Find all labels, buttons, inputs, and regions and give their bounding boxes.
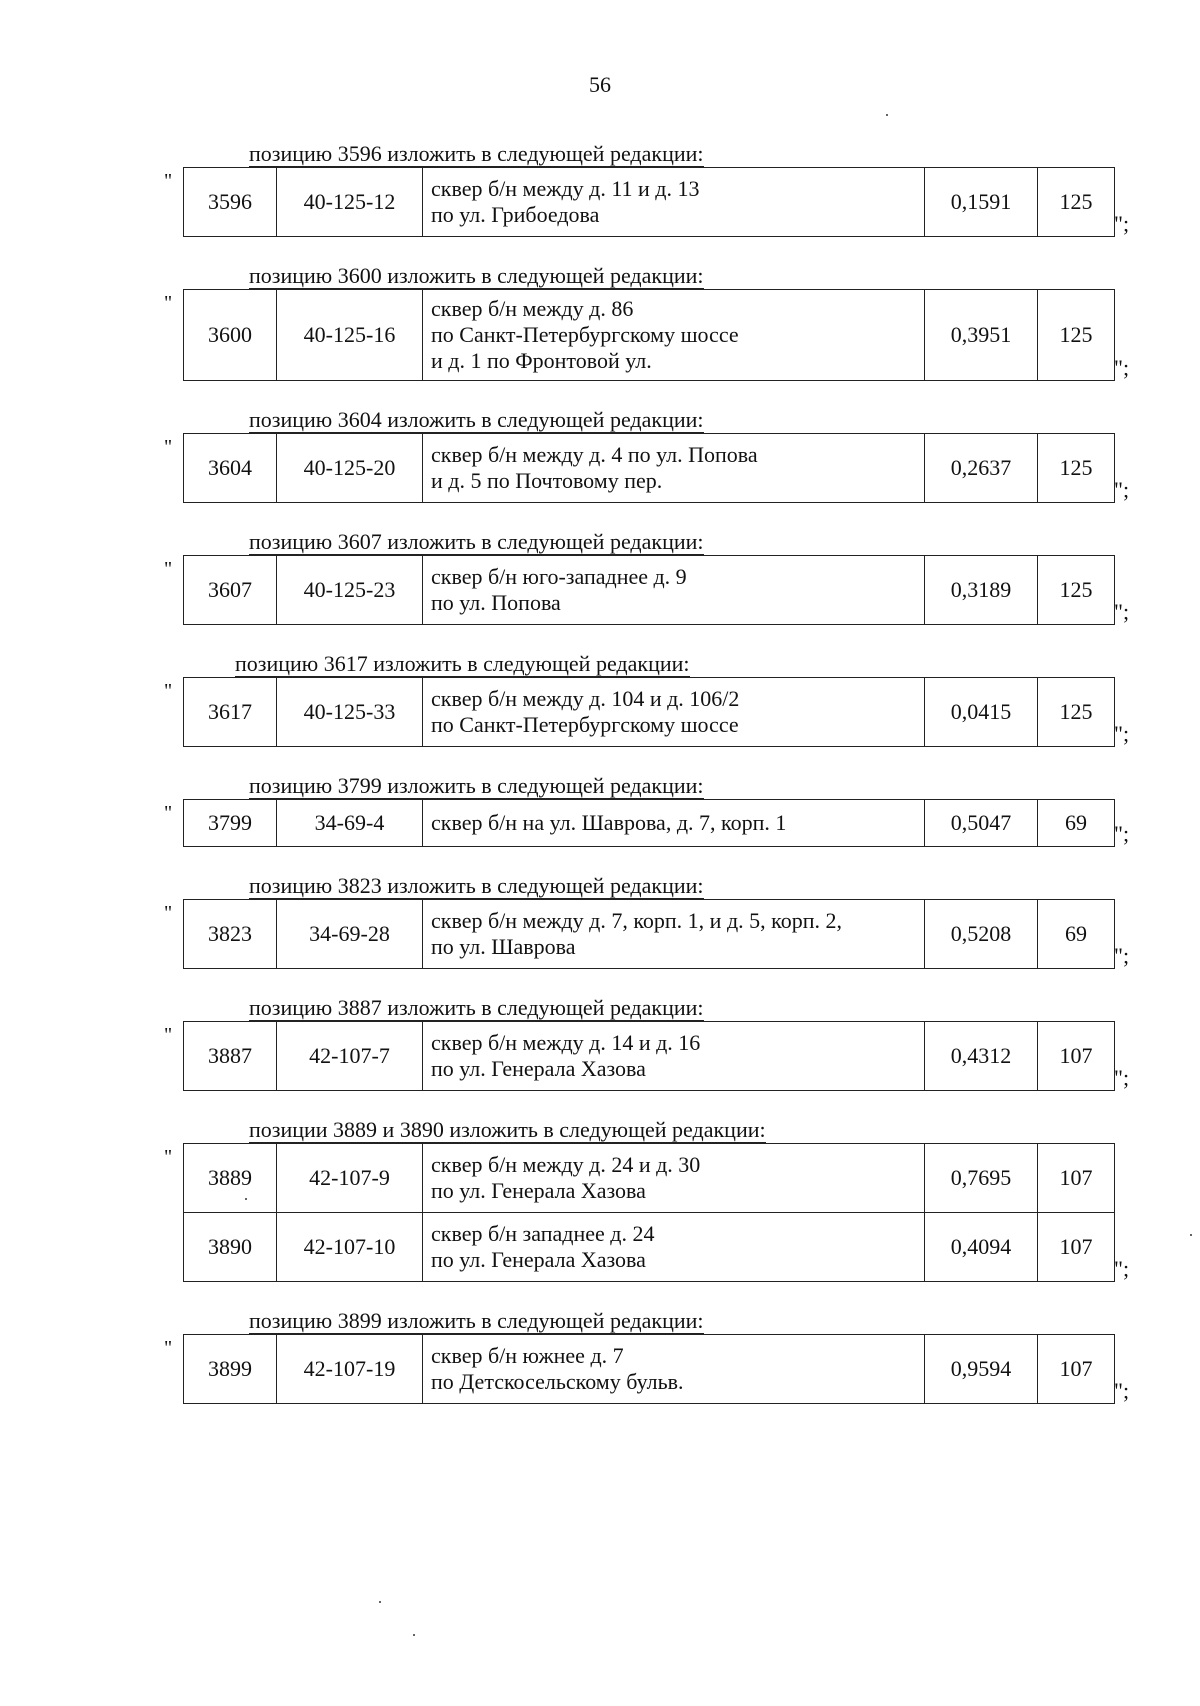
amendment-caption bbox=[249, 1117, 1200, 1143]
amendment-caption-text: позицию 3600 изложить в следующей редакции: bbox=[249, 263, 704, 288]
opening-quote-mark: " bbox=[164, 292, 173, 314]
amendment-caption-text: позицию 3799 изложить в следующей редакции: bbox=[249, 773, 704, 798]
object-description-cell bbox=[423, 1213, 925, 1282]
opening-quote-mark: " bbox=[164, 1337, 173, 1359]
closing-quote-mark: "; bbox=[1114, 211, 1130, 236]
amendment-caption-text: позицию 3617 изложить в следующей редакции: bbox=[235, 651, 690, 676]
description-line: по Санкт-Петербургскому шоссе bbox=[431, 322, 739, 347]
closing-quote-mark: "; bbox=[1114, 1065, 1130, 1090]
closing-quote-mark: "; bbox=[1114, 355, 1130, 380]
object-description-cell bbox=[423, 1022, 925, 1091]
scan-speck bbox=[245, 1198, 247, 1200]
position-number-cell: 3600 bbox=[184, 290, 277, 381]
description-line: по ул. Генерала Хазова bbox=[431, 1178, 646, 1203]
amendment-caption-text: позицию 3607 изложить в следующей редакции: bbox=[249, 529, 704, 554]
district-number-cell: 107 bbox=[1038, 1144, 1115, 1213]
object-description-cell bbox=[423, 678, 925, 747]
amendment-block bbox=[0, 263, 1200, 381]
amendment-caption-text: позицию 3604 изложить в следующей редакции: bbox=[249, 407, 704, 432]
district-number-cell: 125 bbox=[1038, 556, 1115, 625]
table-row bbox=[184, 434, 1115, 503]
position-number-cell: 3823 bbox=[184, 900, 277, 969]
object-code-cell: 40-125-20 bbox=[277, 434, 423, 503]
description-line: сквер б/н на ул. Шаврова, д. 7, корп. 1 bbox=[431, 810, 787, 835]
description-line: сквер б/н южнее д. 7 bbox=[431, 1343, 624, 1368]
position-table bbox=[183, 677, 1115, 747]
description-line: сквер б/н между д. 7, корп. 1, и д. 5, корп. 2, bbox=[431, 908, 842, 933]
object-description-cell bbox=[423, 290, 925, 381]
scan-speck bbox=[413, 1634, 415, 1636]
position-table bbox=[183, 433, 1115, 503]
closing-quote-mark: "; bbox=[1114, 1256, 1130, 1281]
district-number-cell: 107 bbox=[1038, 1213, 1115, 1282]
scan-speck bbox=[886, 114, 888, 116]
amendment-block bbox=[0, 407, 1200, 503]
opening-quote-mark: " bbox=[164, 170, 173, 192]
amendment-block bbox=[0, 773, 1200, 847]
table-row bbox=[184, 1144, 1115, 1213]
amendment-caption bbox=[249, 773, 1200, 799]
opening-quote-mark: " bbox=[164, 436, 173, 458]
amendment-block bbox=[0, 651, 1200, 747]
district-number-cell: 125 bbox=[1038, 434, 1115, 503]
object-code-cell: 40-125-16 bbox=[277, 290, 423, 381]
description-line: сквер б/н между д. 86 bbox=[431, 296, 634, 321]
description-line: сквер б/н между д. 24 и д. 30 bbox=[431, 1152, 701, 1177]
opening-quote-mark: " bbox=[164, 802, 173, 824]
description-line: и д. 5 по Почтовому пер. bbox=[431, 468, 663, 493]
table-row bbox=[184, 1335, 1115, 1404]
position-table bbox=[183, 167, 1115, 237]
position-table bbox=[183, 899, 1115, 969]
position-number-cell: 3887 bbox=[184, 1022, 277, 1091]
area-cell: 0,2637 bbox=[925, 434, 1038, 503]
amendment-caption bbox=[249, 529, 1200, 555]
position-table bbox=[183, 1334, 1115, 1404]
area-cell: 0,1591 bbox=[925, 168, 1038, 237]
closing-quote-mark: "; bbox=[1114, 821, 1130, 846]
area-cell: 0,3951 bbox=[925, 290, 1038, 381]
object-code-cell: 40-125-12 bbox=[277, 168, 423, 237]
table-row bbox=[184, 290, 1115, 381]
amendment-caption bbox=[235, 651, 1200, 677]
area-cell: 0,0415 bbox=[925, 678, 1038, 747]
district-number-cell: 107 bbox=[1038, 1022, 1115, 1091]
position-table bbox=[183, 1021, 1115, 1091]
object-description-cell bbox=[423, 800, 925, 847]
amendment-caption bbox=[249, 873, 1200, 899]
table-row bbox=[184, 168, 1115, 237]
closing-quote-mark: "; bbox=[1114, 943, 1130, 968]
object-description-cell bbox=[423, 434, 925, 503]
position-table bbox=[183, 1143, 1115, 1282]
district-number-cell: 69 bbox=[1038, 800, 1115, 847]
area-cell: 0,3189 bbox=[925, 556, 1038, 625]
description-line: по ул. Попова bbox=[431, 590, 561, 615]
closing-quote-mark: "; bbox=[1114, 721, 1130, 746]
table-row bbox=[184, 556, 1115, 625]
description-line: по Санкт-Петербургскому шоссе bbox=[431, 712, 739, 737]
object-code-cell: 42-107-10 bbox=[277, 1213, 423, 1282]
object-description-cell bbox=[423, 900, 925, 969]
amendment-caption bbox=[249, 1308, 1200, 1334]
description-line: сквер б/н между д. 104 и д. 106/2 bbox=[431, 686, 740, 711]
amendment-block bbox=[0, 141, 1200, 237]
description-line: по ул. Грибоедова bbox=[431, 202, 600, 227]
position-table bbox=[183, 799, 1115, 847]
table-row bbox=[184, 800, 1115, 847]
description-line: сквер б/н между д. 14 и д. 16 bbox=[431, 1030, 701, 1055]
position-table bbox=[183, 289, 1115, 381]
amendment-caption bbox=[249, 995, 1200, 1021]
position-number-cell: 3890 bbox=[184, 1213, 277, 1282]
scan-speck bbox=[379, 1601, 381, 1603]
district-number-cell: 69 bbox=[1038, 900, 1115, 969]
description-line: по ул. Генерала Хазова bbox=[431, 1056, 646, 1081]
object-code-cell: 34-69-4 bbox=[277, 800, 423, 847]
opening-quote-mark: " bbox=[164, 902, 173, 924]
table-row bbox=[184, 1022, 1115, 1091]
closing-quote-mark: "; bbox=[1114, 1378, 1130, 1403]
closing-quote-mark: "; bbox=[1114, 599, 1130, 624]
amendment-caption bbox=[249, 141, 1200, 167]
description-line: по ул. Шаврова bbox=[431, 934, 576, 959]
description-line: сквер б/н западнее д. 24 bbox=[431, 1221, 655, 1246]
position-table bbox=[183, 555, 1115, 625]
amendment-list bbox=[0, 141, 1200, 1430]
position-number-cell: 3799 bbox=[184, 800, 277, 847]
object-description-cell bbox=[423, 168, 925, 237]
amendment-caption-text: позицию 3823 изложить в следующей редакции: bbox=[249, 873, 704, 898]
amendment-block bbox=[0, 995, 1200, 1091]
position-number-cell: 3604 bbox=[184, 434, 277, 503]
object-code-cell: 40-125-23 bbox=[277, 556, 423, 625]
opening-quote-mark: " bbox=[164, 680, 173, 702]
position-number-cell: 3899 bbox=[184, 1335, 277, 1404]
area-cell: 0,9594 bbox=[925, 1335, 1038, 1404]
amendment-block bbox=[0, 873, 1200, 969]
area-cell: 0,4312 bbox=[925, 1022, 1038, 1091]
position-number-cell: 3617 bbox=[184, 678, 277, 747]
position-number-cell: 3596 bbox=[184, 168, 277, 237]
amendment-block bbox=[0, 529, 1200, 625]
amendment-caption-text: позицию 3899 изложить в следующей редакции: bbox=[249, 1308, 704, 1333]
description-line: сквер б/н между д. 4 по ул. Попова bbox=[431, 442, 758, 467]
description-line: сквер б/н юго-западнее д. 9 bbox=[431, 564, 687, 589]
amendment-caption-text: позиции 3889 и 3890 изложить в следующей редакции: bbox=[249, 1117, 766, 1142]
opening-quote-mark: " bbox=[164, 1024, 173, 1046]
object-description-cell bbox=[423, 556, 925, 625]
scan-speck bbox=[1190, 1234, 1192, 1236]
closing-quote-mark: "; bbox=[1114, 477, 1130, 502]
description-line: сквер б/н между д. 11 и д. 13 bbox=[431, 176, 700, 201]
amendment-caption bbox=[249, 407, 1200, 433]
description-line: по ул. Генерала Хазова bbox=[431, 1247, 646, 1272]
object-code-cell: 42-107-19 bbox=[277, 1335, 423, 1404]
district-number-cell: 107 bbox=[1038, 1335, 1115, 1404]
amendment-caption bbox=[249, 263, 1200, 289]
table-row bbox=[184, 678, 1115, 747]
area-cell: 0,5047 bbox=[925, 800, 1038, 847]
description-line: по Детскосельскому бульв. bbox=[431, 1369, 684, 1394]
position-number-cell: 3607 bbox=[184, 556, 277, 625]
area-cell: 0,5208 bbox=[925, 900, 1038, 969]
object-code-cell: 42-107-7 bbox=[277, 1022, 423, 1091]
district-number-cell: 125 bbox=[1038, 168, 1115, 237]
amendment-block bbox=[0, 1308, 1200, 1404]
district-number-cell: 125 bbox=[1038, 290, 1115, 381]
object-description-cell bbox=[423, 1144, 925, 1213]
object-code-cell: 40-125-33 bbox=[277, 678, 423, 747]
page-number: 56 bbox=[589, 72, 611, 97]
object-code-cell: 42-107-9 bbox=[277, 1144, 423, 1213]
description-line: и д. 1 по Фронтовой ул. bbox=[431, 348, 652, 373]
opening-quote-mark: " bbox=[164, 558, 173, 580]
object-code-cell: 34-69-28 bbox=[277, 900, 423, 969]
district-number-cell: 125 bbox=[1038, 678, 1115, 747]
opening-quote-mark: " bbox=[164, 1146, 173, 1168]
table-row bbox=[184, 900, 1115, 969]
object-description-cell bbox=[423, 1335, 925, 1404]
area-cell: 0,7695 bbox=[925, 1144, 1038, 1213]
position-number-cell: 3889 bbox=[184, 1144, 277, 1213]
amendment-caption-text: позицию 3596 изложить в следующей редакции: bbox=[249, 141, 704, 166]
amendment-block bbox=[0, 1117, 1200, 1282]
area-cell: 0,4094 bbox=[925, 1213, 1038, 1282]
table-row bbox=[184, 1213, 1115, 1282]
amendment-caption-text: позицию 3887 изложить в следующей редакции: bbox=[249, 995, 704, 1020]
